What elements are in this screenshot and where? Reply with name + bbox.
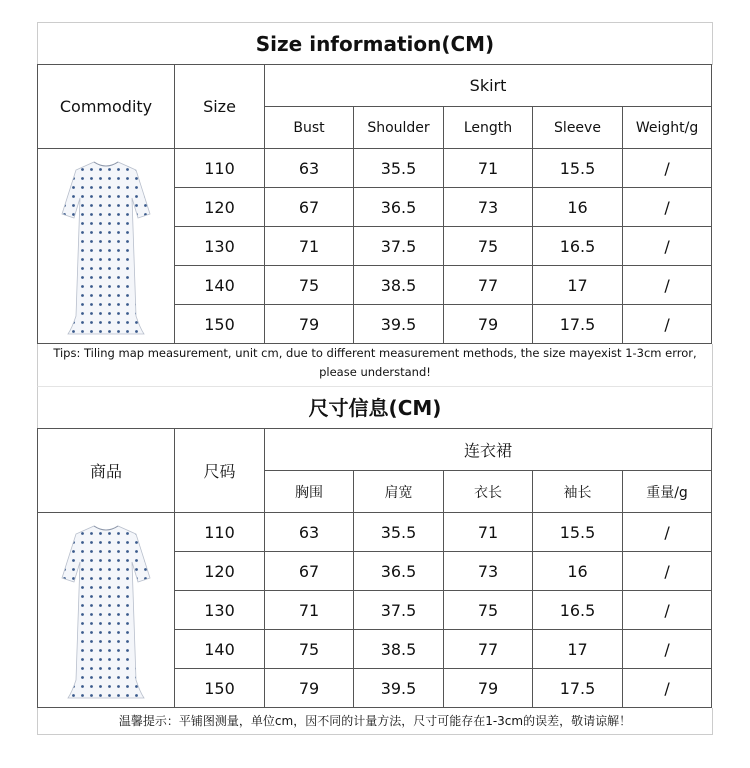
measure-cell: 67 (265, 188, 354, 227)
measure-cell: 17.5 (533, 305, 623, 344)
measure-cell: 17.5 (533, 669, 623, 708)
header-col: Weight/g (623, 107, 712, 149)
measure-cell: / (623, 513, 712, 552)
measure-cell: 79 (265, 669, 354, 708)
measure-cell: 16 (533, 188, 623, 227)
size-cell: 150 (175, 305, 265, 344)
measure-cell: 38.5 (354, 630, 444, 669)
header-col: Bust (265, 107, 354, 149)
header-col: Sleeve (533, 107, 623, 149)
measure-cell: 79 (444, 669, 533, 708)
size-cell: 120 (175, 552, 265, 591)
section-title: Size information(CM) (37, 22, 713, 65)
measure-cell: 35.5 (354, 149, 444, 188)
size-cell: 110 (175, 513, 265, 552)
size-cell: 120 (175, 188, 265, 227)
header-size: 尺码 (175, 429, 265, 513)
measure-cell: 36.5 (354, 552, 444, 591)
measure-cell: 16.5 (533, 591, 623, 630)
dress-image (60, 156, 152, 336)
header-size: Size (175, 65, 265, 149)
measure-cell: 75 (444, 591, 533, 630)
measure-cell: 63 (265, 513, 354, 552)
header-group: 连衣裙 (265, 429, 712, 471)
size-cell: 130 (175, 227, 265, 266)
measure-cell: / (623, 149, 712, 188)
measure-cell: 36.5 (354, 188, 444, 227)
measure-cell: / (623, 305, 712, 344)
size-cell: 130 (175, 591, 265, 630)
measure-cell: 17 (533, 630, 623, 669)
size-table (37, 64, 712, 344)
measure-cell: 39.5 (354, 669, 444, 708)
section-title: 尺寸信息(CM) (37, 386, 713, 429)
measure-cell: 75 (265, 630, 354, 669)
table-row (38, 513, 712, 552)
product-image-cell (38, 513, 175, 708)
header-col: 重量/g (623, 471, 712, 513)
measure-cell: 35.5 (354, 513, 444, 552)
header-commodity: 商品 (38, 429, 175, 513)
measure-cell: 71 (444, 149, 533, 188)
size-table (37, 428, 712, 708)
header-col: 肩宽 (354, 471, 444, 513)
header-col: 衣长 (444, 471, 533, 513)
measure-cell: / (623, 669, 712, 708)
tips-text: Tips: Tiling map measurement, unit cm, due to different measurement methods, the size mayexist 1-3cm error, please understand! (37, 344, 713, 387)
header-col: 袖长 (533, 471, 623, 513)
measure-cell: / (623, 552, 712, 591)
size-cell: 110 (175, 149, 265, 188)
table-row (38, 149, 712, 188)
measure-cell: 71 (444, 513, 533, 552)
dress-image (60, 520, 152, 700)
header-group: Skirt (265, 65, 712, 107)
measure-cell: / (623, 591, 712, 630)
measure-cell: 39.5 (354, 305, 444, 344)
measure-cell: 79 (444, 305, 533, 344)
product-image-cell (38, 149, 175, 344)
measure-cell: / (623, 188, 712, 227)
measure-cell: 15.5 (533, 513, 623, 552)
measure-cell: 17 (533, 266, 623, 305)
measure-cell: 67 (265, 552, 354, 591)
measure-cell: 75 (265, 266, 354, 305)
measure-cell: 73 (444, 188, 533, 227)
measure-cell: / (623, 227, 712, 266)
measure-cell: 15.5 (533, 149, 623, 188)
measure-cell: 77 (444, 266, 533, 305)
measure-cell: 38.5 (354, 266, 444, 305)
measure-cell: 37.5 (354, 591, 444, 630)
measure-cell: / (623, 266, 712, 305)
header-commodity: Commodity (38, 65, 175, 149)
measure-cell: 16.5 (533, 227, 623, 266)
measure-cell: 37.5 (354, 227, 444, 266)
size-cell: 150 (175, 669, 265, 708)
measure-cell: 73 (444, 552, 533, 591)
measure-cell: 71 (265, 227, 354, 266)
measure-cell: 71 (265, 591, 354, 630)
measure-cell: 63 (265, 149, 354, 188)
size-cell: 140 (175, 266, 265, 305)
header-col: Shoulder (354, 107, 444, 149)
measure-cell: 77 (444, 630, 533, 669)
size-cell: 140 (175, 630, 265, 669)
tips-text: 温馨提示：平铺图测量，单位cm，因不同的计量方法，尺寸可能存在1-3cm的误差，敬请谅解！ (37, 708, 713, 735)
measure-cell: 79 (265, 305, 354, 344)
measure-cell: 16 (533, 552, 623, 591)
header-col: Length (444, 107, 533, 149)
measure-cell: / (623, 630, 712, 669)
header-col: 胸围 (265, 471, 354, 513)
measure-cell: 75 (444, 227, 533, 266)
